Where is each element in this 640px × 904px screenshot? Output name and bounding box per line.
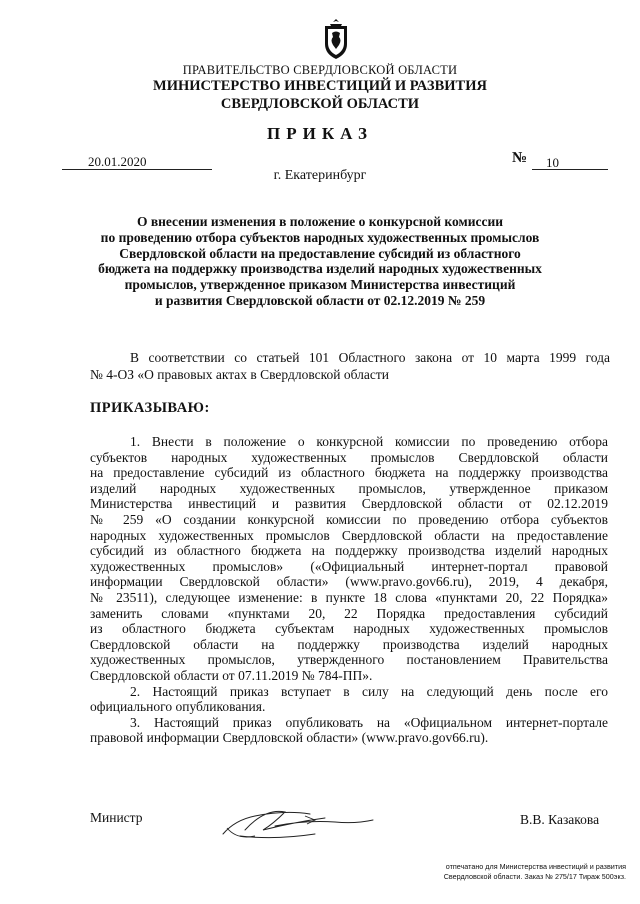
body-line: художественных промыслов, утвержденного постановлением Правительства: [90, 652, 608, 668]
body-line: правовой информации Свердловской области» (www.pravo.gov66.ru).: [90, 730, 489, 746]
ministry-name-line-2: СВЕРДЛОВСКОЙ ОБЛАСТИ: [220, 96, 420, 112]
body-line: изделий народных художественных промыслов, утвержденное приказом: [90, 480, 608, 496]
document-type: ПРИКАЗ: [267, 124, 373, 143]
title-line: Свердловской области на предоставление субсидий из областного: [119, 245, 521, 261]
order-directive: ПРИКАЗЫВАЮ:: [90, 400, 210, 416]
print-footer: [444, 862, 626, 881]
handwritten-signature: [215, 800, 380, 845]
title-line: по проведению отбора субъектов народных художественных промыслов: [100, 229, 540, 245]
city: г. Екатеринбург: [273, 168, 367, 183]
body-line: Свердловской области от 07.11.2019 № 784-ПП».: [90, 667, 373, 683]
signatory-position: Министр: [90, 810, 143, 825]
body-line: № 23511), следующее изменение: в пункте 18 слова «пунктами 20, 22 Порядка»: [90, 589, 608, 605]
body-line: № 259 «О создании конкурсной комиссии по проведению отбора субъектов: [90, 511, 608, 527]
body-line: официального опубликования.: [90, 699, 266, 715]
footer-line: отпечатано для Министерства инвестиций и развития: [445, 862, 626, 871]
signatory-name: В.В. Казакова: [520, 812, 600, 827]
order-body: [90, 434, 608, 746]
body-line: народных художественных промыслов Свердловской области на предоставление: [90, 527, 608, 543]
body-line: 2. Настоящий приказ вступает в силу на следующий день после его: [130, 683, 608, 699]
body-line: 3. Настоящий приказ опубликовать на «Официальном интернет-портале: [130, 714, 608, 730]
footer-line: Свердловской области. Заказ № 275/17 Тираж 500экз.: [443, 871, 626, 881]
preamble-line: № 4-ОЗ «О правовых актах в Свердловской области: [90, 366, 389, 382]
preamble-line: В соответствии со статьей 101 Областного закона от 10 марта 1999 года: [130, 350, 610, 365]
body-line: художественных промыслов» («Официальный интернет-портал правовой: [90, 558, 608, 574]
body-line: Министерства инвестиций и развития Свердловской области от 02.12.2019: [90, 496, 608, 512]
order-title: [90, 214, 550, 309]
body-line: 1. Внести в положение о конкурсной комиссии по проведению отбора: [130, 434, 608, 449]
body-line: Свердловской области на поддержку производства изделий народных: [90, 636, 608, 652]
body-line: субсидий из областного бюджета на поддержку производства изделий народных: [90, 543, 608, 559]
body-line: из областного бюджета субъектам народных художественных промыслов: [90, 621, 608, 637]
body-line: на предоставление субсидий из областного бюджета на поддержку производства: [90, 465, 608, 481]
title-line: О внесении изменения в положение о конкурсной комиссии: [136, 214, 504, 229]
order-number: 10: [532, 156, 608, 170]
title-line: и развития Свердловской области от 02.12.2019 № 259: [154, 292, 486, 308]
order-number-label: №: [512, 150, 528, 166]
body-line: заменить словами «пунктами 20, 22 Порядка предоставления субсидий: [90, 605, 608, 621]
order-date: 20.01.2020: [62, 155, 212, 170]
body-line: субъектов народных художественных промыслов Свердловской области: [90, 449, 608, 465]
preamble: [90, 350, 610, 383]
government-name: ПРАВИТЕЛЬСТВО СВЕРДЛОВСКОЙ ОБЛАСТИ: [182, 63, 458, 77]
body-line: информации Свердловской области» (www.pravo.gov66.ru), 2019, 4 декабря,: [90, 574, 608, 590]
title-line: бюджета на поддержку производства изделий народных художественных: [98, 261, 542, 277]
ministry-name-line-1: МИНИСТЕРСТВО ИНВЕСТИЦИЙ И РАЗВИТИЯ: [153, 78, 487, 94]
coat-of-arms-icon: [322, 18, 350, 60]
title-line: промыслов, утвержденное приказом Министерства инвестиций: [124, 277, 516, 293]
